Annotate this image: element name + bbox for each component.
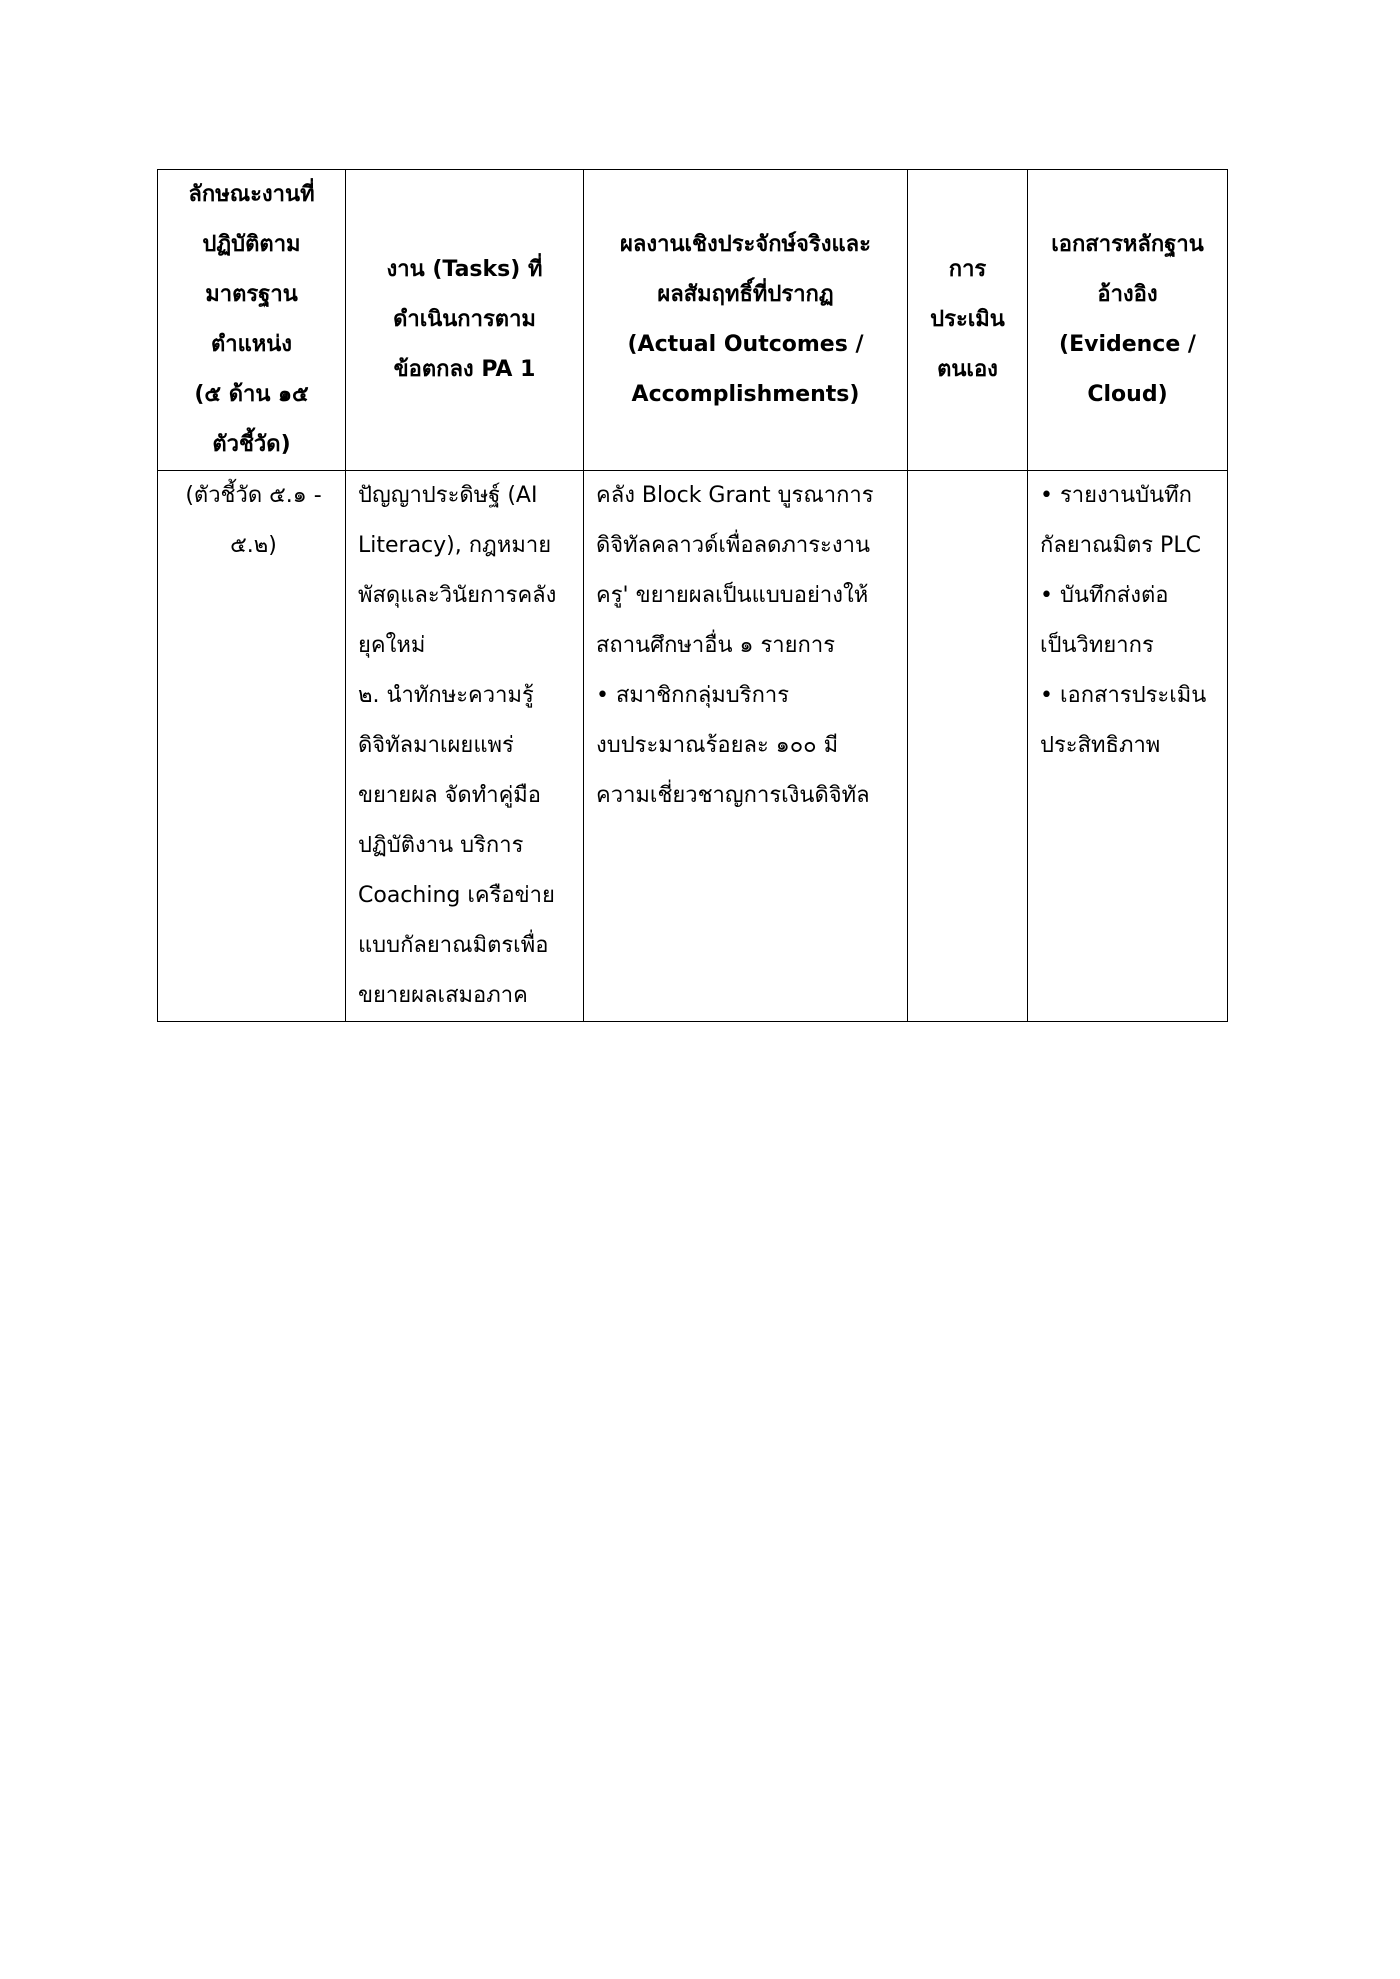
header-self-assessment [908,170,1028,471]
task-line: ยุคใหม่ [358,633,426,658]
cell-tasks [346,471,584,1022]
evidence-line: • รายงานบันทึก [1040,483,1192,508]
evidence-line: เป็นวิทยากร [1040,633,1154,658]
task-line: ปัญญาประดิษฐ์ (AI [358,483,538,508]
header-line: ข้อตกลง PA 1 [393,357,536,382]
header-line: ผลสัมฤทธิ์ที่ปรากฏ [657,282,834,307]
header-actual-outcomes [584,170,908,471]
header-line: (Actual Outcomes / [627,332,864,357]
header-line: ปฏิบัติตาม [202,232,301,257]
outcome-line: ความเชี่ยวชาญการเงินดิจิทัล [596,783,870,808]
table-row [158,471,1228,1022]
table-header-row [158,170,1228,471]
header-work-characteristics [158,170,346,471]
task-line: ขยายผล จัดทำคู่มือ [358,783,542,808]
task-line: พัสดุและวินัยการคลัง [358,583,557,608]
header-line: ผลงานเชิงประจักษ์จริงและ [620,232,871,257]
task-line: Coaching เครือข่าย [358,883,555,908]
cell-evidence [1028,471,1228,1022]
cell-outcomes [584,471,908,1022]
header-line: การ [948,257,987,282]
task-line: Literacy), กฎหมาย [358,533,552,558]
evidence-line: • เอกสารประเมิน [1040,683,1207,708]
header-line: ดำเนินการตาม [393,307,536,332]
evidence-line: กัลยาณมิตร PLC [1040,533,1201,558]
header-line: งาน (Tasks) ที่ [386,257,543,282]
indicator-line: ๕.๒) [230,533,277,558]
task-line: แบบกัลยาณมิตรเพื่อ [358,933,549,958]
header-line: (๕ ด้าน ๑๕ [194,382,309,407]
evidence-line: ประสิทธิภาพ [1040,733,1161,758]
header-line: (Evidence / [1059,332,1196,357]
evidence-line: • บันทึกส่งต่อ [1040,583,1169,608]
header-line: ประเมิน [930,307,1005,332]
header-line: ตนเอง [937,357,998,382]
task-line: ขยายผลเสมอภาค [358,983,528,1008]
header-evidence [1028,170,1228,471]
header-line: ลักษณะงานที่ [188,182,315,207]
header-line: ตัวชี้วัด) [212,432,291,457]
header-line: Cloud) [1087,382,1168,407]
task-line: ดิจิทัลมาเผยแพร่ [358,733,514,758]
pa-agreement-table [157,169,1228,1022]
cell-indicator [158,471,346,1022]
header-line: ตำแหน่ง [210,332,293,357]
outcome-line: งบประมาณร้อยละ ๑๐๐ มี [596,733,839,758]
header-line: เอกสารหลักฐาน [1051,232,1204,257]
indicator-line: (ตัวชี้วัด ๕.๑ - [185,483,322,508]
header-line: Accomplishments) [631,382,860,407]
outcome-line: คลัง Block Grant บูรณาการ [596,483,874,508]
header-line: อ้างอิง [1097,282,1158,307]
cell-self-assessment [908,471,1028,1022]
outcome-line: สถานศึกษาอื่น ๑ รายการ [596,633,836,658]
task-line: ปฏิบัติงาน บริการ [358,833,524,858]
header-tasks [346,170,584,471]
header-line: มาตรฐาน [205,282,298,307]
task-line: ๒. นำทักษะความรู้ [358,683,534,708]
outcome-line: ดิจิทัลคลาวด์เพื่อลดภาระงาน [596,533,870,558]
outcome-line: ครู' ขยายผลเป็นแบบอย่างให้ [596,583,869,608]
outcome-line: • สมาชิกกลุ่มบริการ [596,683,790,708]
